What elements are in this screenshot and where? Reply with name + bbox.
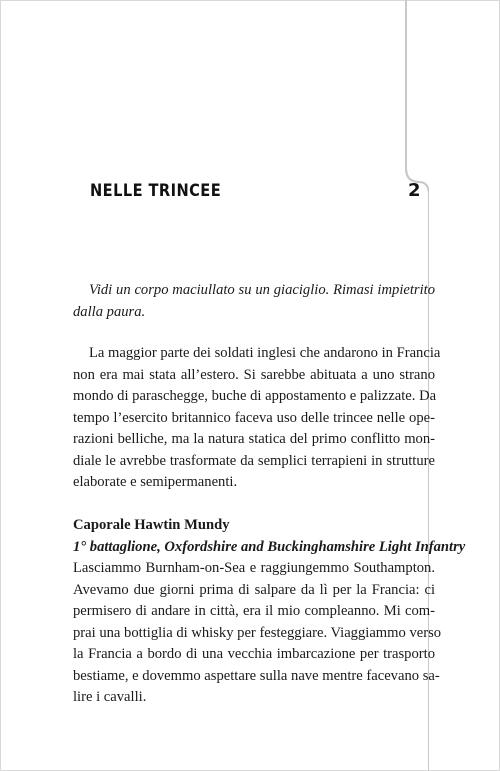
witness-name: Caporale Hawtin Mundy	[73, 517, 230, 533]
chapter-number: 2	[408, 180, 421, 201]
intro-line: mondo di paraschegge, buche di appostamento e palizzate. Da	[73, 388, 437, 404]
intro-line: diale le avrebbe trasformate da semplici terrapieni in strutture	[73, 452, 435, 469]
epigraph-line: Vidi un corpo maciullato su un giaciglio. Rimasi impietrito	[89, 282, 435, 298]
testimony-line: Lasciammo Burnham-on-Sea e raggiungemmo Southampton.	[73, 560, 435, 576]
intro-line: elaborate e semipermanenti.	[73, 474, 238, 490]
intro-line: razioni belliche, ma la natura statica del primo conflitto mon-	[73, 431, 435, 447]
testimony-line: la Francia a bordo di una vecchia imbarcazione per trasporto	[73, 646, 435, 662]
intro-paragraph	[73, 343, 441, 494]
testimony	[73, 515, 466, 709]
intro-line: tempo l’esercito britannico faceva uso delle trincee nelle ope-	[73, 409, 435, 426]
epigraph	[73, 280, 435, 323]
chapter-title: NELLE TRINCEE	[90, 181, 222, 201]
testimony-line: lire i cavalli.	[73, 689, 147, 705]
epigraph-line: dalla paura.	[73, 303, 146, 320]
witness-unit: 1° battaglione, Oxfordshire and Buckinghamshire Light Infantry	[73, 538, 466, 555]
testimony-line: permisero di andare in città, era il mio compleanno. Mi com-	[73, 603, 435, 619]
testimony-line: Avevamo due giorni prima di salpare da lì per la Francia: ci	[73, 581, 435, 598]
intro-line: La maggior parte dei soldati inglesi che andarono in Francia	[89, 345, 441, 361]
testimony-line: prai una bottiglia di whisky per festeggiare. Viaggiammo verso	[73, 624, 442, 641]
intro-line: non era mai stata all’estero. Si sarebbe abituata a uno strano	[73, 366, 435, 383]
testimony-line: bestiame, e dovemmo aspettare sulla nave mentre facevano sa-	[73, 667, 440, 684]
